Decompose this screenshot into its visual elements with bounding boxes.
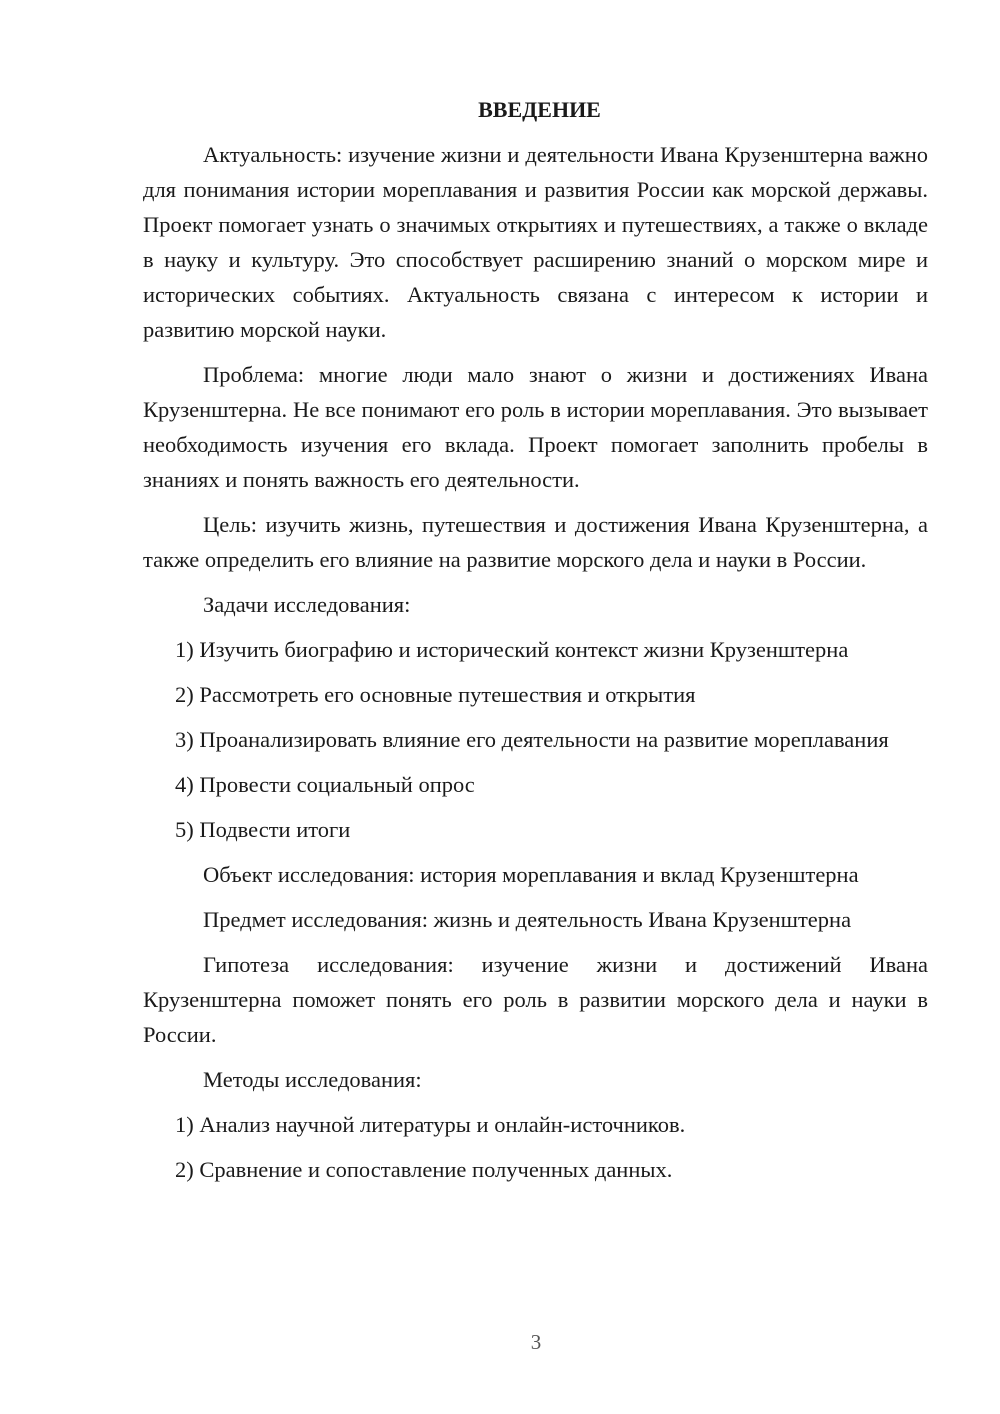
subject-paragraph: Предмет исследования: жизнь и деятельность Ивана Крузенштерна (203, 907, 852, 932)
document-page (143, 92, 928, 1197)
task-item: 3) Проанализировать влияние его деятельности на развитие мореплавания (175, 727, 889, 752)
method-item: 1) Анализ научной литературы и онлайн-источников. (175, 1112, 686, 1137)
page-number: 3 (530, 1330, 542, 1354)
task-item: 1) Изучить биографию и исторический контекст жизни Крузенштерна (175, 637, 849, 662)
task-item: 2) Рассмотреть его основные путешествия и открытия (175, 682, 696, 707)
goal-paragraph: Цель: изучить жизнь, путешествия и достижения Ивана Крузенштерна, а также определить его влияние на развитие морского дела и науки в России. (143, 512, 928, 572)
section-title: ВВЕДЕНИЕ (478, 97, 601, 122)
task-item: 5) Подвести итоги (175, 817, 351, 842)
method-item: 2) Сравнение и сопоставление полученных данных. (175, 1157, 673, 1182)
task-item: 4) Провести социальный опрос (175, 772, 475, 797)
relevance-paragraph: Актуальность: изучение жизни и деятельности Ивана Крузенштерна важно для понимания истории мореплавания и развития России как морской державы. Проект помогает узнать о значимых открытиях и путешествиях, а также о вкладе в науку и культуру. Это способствует расширению знаний о морском мире и исторических событиях. Актуальность связана с интересом к истории и развитию морской науки. (143, 142, 928, 342)
hypothesis-paragraph: Гипотеза исследования: изучение жизни и достижений Ивана Крузенштерна поможет понять его роль в развитии морского дела и науки в России. (143, 952, 928, 1047)
object-paragraph: Объект исследования: история мореплавания и вклад Крузенштерна (203, 862, 859, 887)
tasks-heading: Задачи исследования: (203, 592, 411, 617)
problem-paragraph: Проблема: многие люди мало знают о жизни и достижениях Ивана Крузенштерна. Не все понимают его роль в истории мореплавания. Это вызывает необходимость изучения его вклада. Проект помогает заполнить пробелы в знаниях и понять важность его деятельности. (143, 362, 928, 492)
methods-heading: Методы исследования: (203, 1067, 422, 1092)
